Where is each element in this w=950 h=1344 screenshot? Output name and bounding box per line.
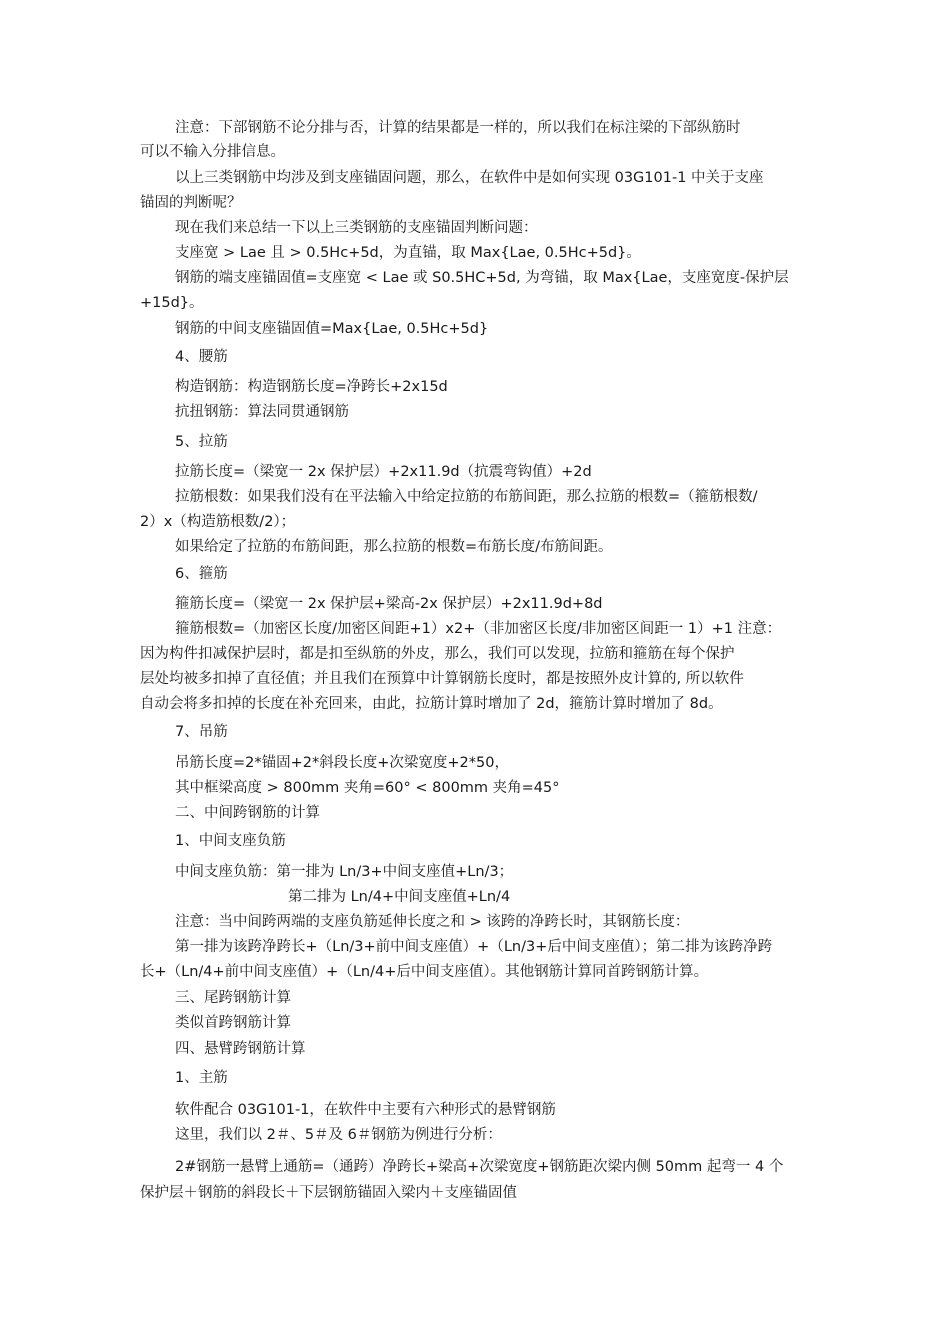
- text-line: 钢筋的中间支座锚固值=Max{Lae, 0.5Hc+5d}: [175, 321, 489, 337]
- text-line: 第一排为该跨净跨长+（Ln/3+前中间支座值）+（Ln/3+后中间支座值）；第二排为该跨净跨: [175, 939, 773, 955]
- text-line: 钢筋的端支座锚固值=支座宽 < Lae 或 S0.5HC+5d, 为弯锚，取 Max{Lae，支座宽度-保护层: [175, 270, 789, 286]
- text-line: 因为构件扣减保护层时，都是扣至纵筋的外皮，那么，我们可以发现，拉筋和箍筋在每个保护: [140, 646, 735, 662]
- section-heading: 7、吊筋: [175, 724, 228, 740]
- text-line: 自动会将多扣掉的长度在补充回来，由此，拉筋计算时增加了 2d，箍筋计算时增加了 8d。: [140, 696, 723, 712]
- text-line: 注意：下部钢筋不论分排与否，计算的结果都是一样的，所以我们在标注梁的下部纵筋时: [175, 120, 741, 136]
- section-heading: 6、箍筋: [175, 566, 228, 582]
- text-line: 抗扭钢筋：算法同贯通钢筋: [175, 404, 349, 420]
- text-line: 这里，我们以 2＃、5＃及 6＃钢筋为例进行分析：: [175, 1127, 502, 1143]
- text-line: 软件配合 03G101-1，在软件中主要有六种形式的悬臂钢筋: [175, 1102, 556, 1118]
- section-heading: 4、腰筋: [175, 349, 228, 365]
- text-line: 第二排为 Ln/4+中间支座值+Ln/4: [288, 889, 511, 905]
- text-line: +15d}。: [140, 295, 204, 311]
- text-line: 其中框梁高度 > 800mm 夹角=60° < 800mm 夹角=45°: [175, 780, 560, 796]
- section-heading: 1、主筋: [175, 1070, 228, 1086]
- text-line: 可以不输入分排信息。: [140, 144, 285, 160]
- text-line: 箍筋长度=（梁宽一 2x 保护层+梁高-2x 保护层）+2x11.9d+8d: [175, 596, 603, 612]
- section-heading: 三、尾跨钢筋计算: [175, 990, 291, 1006]
- text-line: 拉筋长度=（梁宽一 2x 保护层）+2x11.9d（抗震弯钩值）+2d: [175, 464, 592, 480]
- text-line: 2#钢筋一悬臂上通筋=（通跨）净跨长+梁高+次梁宽度+钢筋距次梁内侧 50mm 起弯一 4 个: [175, 1159, 784, 1175]
- text-line: 箍筋根数=（加密区长度/加密区间距+1）x2+（非加密区长度/非加密区间距一 1）+1 注意：: [175, 621, 782, 637]
- section-heading: 二、中间跨钢筋的计算: [175, 805, 320, 821]
- text-line: 类似首跨钢筋计算: [175, 1015, 291, 1031]
- text-line: 中间支座负筋：第一排为 Ln/3+中间支座值+Ln/3；: [175, 864, 514, 880]
- text-line: 拉筋根数：如果我们没有在平法输入中给定拉筋的布筋间距，那么拉筋的根数=（箍筋根数/: [175, 489, 758, 505]
- text-line: 现在我们来总结一下以上三类钢筋的支座锚固判断问题：: [175, 220, 538, 236]
- text-line: 锚固的判断呢？: [140, 195, 242, 211]
- text-line: 以上三类钢筋中均涉及到支座锚固问题，那么，在软件中是如何实现 03G101-1 中关于支座: [175, 170, 764, 186]
- text-line: 如果给定了拉筋的布筋间距，那么拉筋的根数=布筋长度/布筋间距。: [175, 539, 613, 555]
- section-heading: 5、拉筋: [175, 434, 228, 450]
- text-line: 保护层＋钢筋的斜段长＋下层钢筋锚固入梁内＋支座锚固值: [140, 1185, 517, 1201]
- text-line: 吊筋长度=2*锚固+2*斜段长度+次梁宽度+2*50，: [175, 755, 509, 771]
- text-line: 支座宽 > Lae 且 > 0.5Hc+5d，为直锚，取 Max{Lae, 0.5Hc+5d}。: [175, 245, 641, 261]
- section-heading: 1、中间支座负筋: [175, 833, 286, 849]
- text-line: 2）x（构造筋根数/2）；: [140, 514, 296, 530]
- text-line: 层处均被多扣掉了直径值；并且我们在预算中计算钢筋长度时，都是按照外皮计算的, 所以软件: [140, 671, 744, 687]
- section-heading: 四、悬臂跨钢筋计算: [175, 1041, 306, 1057]
- text-line: 注意：当中间跨两端的支座负筋延伸长度之和 > 该跨的净跨长时，其钢筋长度：: [175, 914, 690, 930]
- text-line: 长+（Ln/4+前中间支座值）+（Ln/4+后中间支座值）。其他钢筋计算同首跨钢筋计算。: [140, 964, 709, 980]
- text-line: 构造钢筋：构造钢筋长度=净跨长+2x15d: [175, 379, 448, 395]
